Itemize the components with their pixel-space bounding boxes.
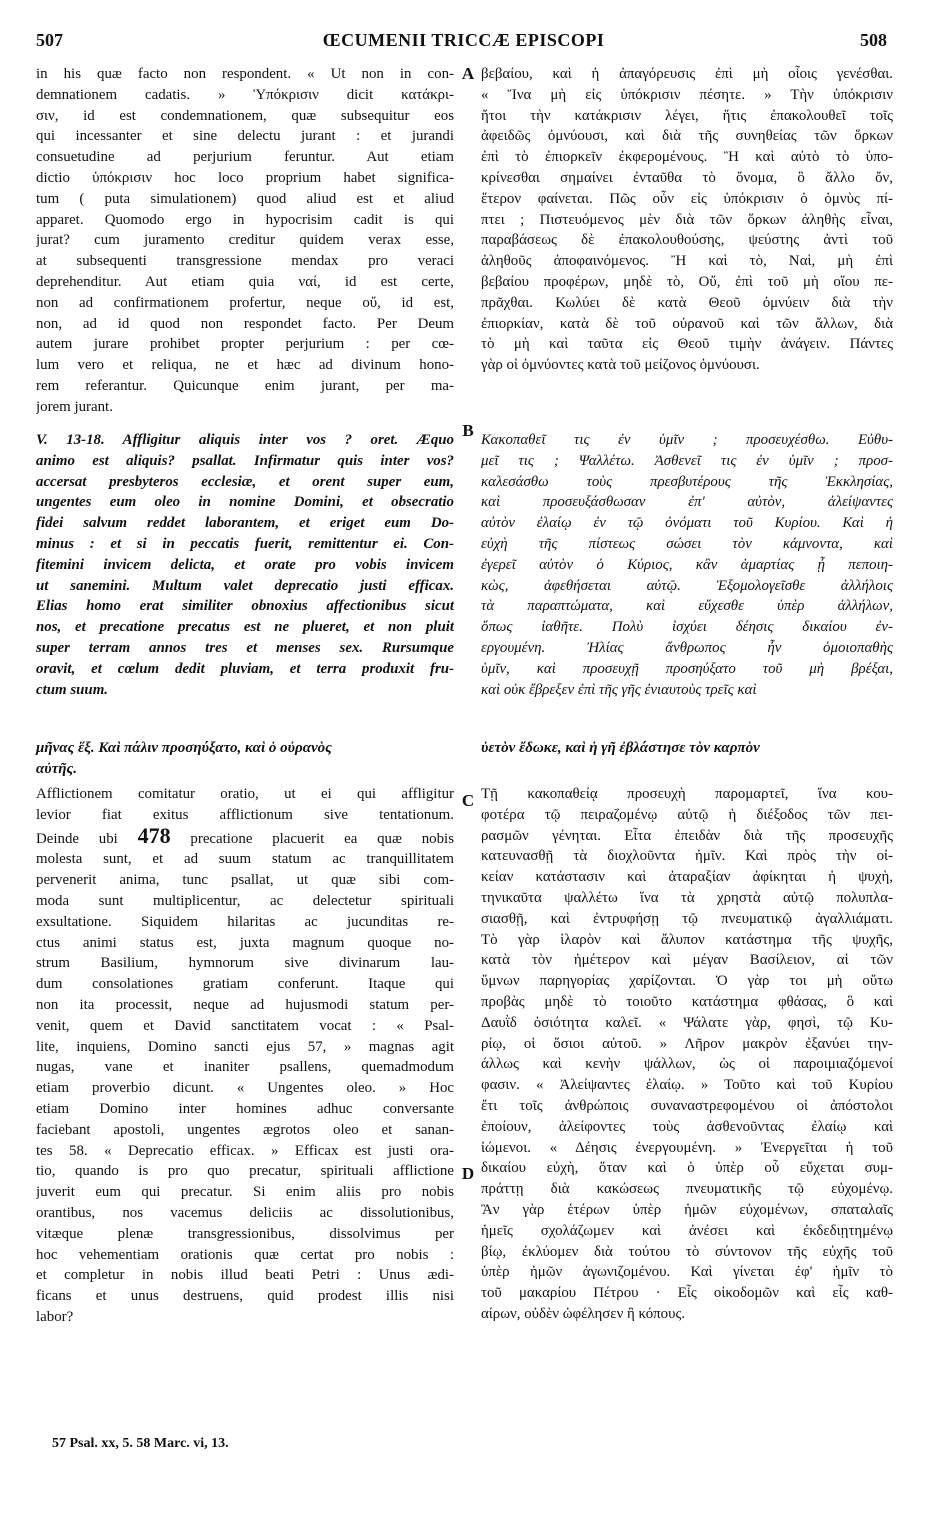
text-line: levior fiat exitus afflictionum sive tentationum.: [36, 806, 454, 823]
text-line: rem referantur. Quicunque enim jurant, per ma-: [36, 377, 454, 394]
text-line: ctum suum.: [36, 681, 108, 698]
text-line: φοτέρα τῷ πειραζομένῳ αὐτῷ ἡ διέξοδος τῶν πει-: [481, 806, 893, 823]
text-line: lite, inquiens, Domino sancti ejus 57, » magnas agit: [36, 1038, 454, 1055]
margin-mark-d: D: [461, 1164, 475, 1183]
text-line: hoc vehementiam orationis quæ certat pro nobis :: [36, 1246, 454, 1263]
text-line: ρασμῶν γένηται. Εἶτα ἐπειδὰν διὰ τῆς προσευχῆς: [481, 827, 893, 844]
text-line: Ἂν γὰρ ἑτέρων ὑπὲρ ἡμῶν εὐχομένων, σπαταλαῖς: [481, 1201, 893, 1218]
text-line: ὑπὲρ ἡμῶν ἀγωνιζομένου. Καὶ γίνεται ἐφ' ἡμῖν τὸ: [481, 1264, 893, 1281]
text-line: ctus animi status est, juxta magnum quoque no-: [36, 934, 454, 951]
text-line: oravit, et cœlum dedit pluviam, et terra produxit fru-: [36, 660, 454, 677]
text-line: δικαίου εὐχὴ, ὅταν καὶ ὁ ὑπὲρ οὗ εὔχεται συμ-: [481, 1160, 893, 1177]
text-line: Elias homo erat similiter obnoxius affectionibus sicut: [36, 598, 454, 615]
text-line: ἕτερον φαίνεται. Πῶς οὖν εἰς ὑπόκρισιν ὁ ὀμνὺς πί-: [481, 190, 893, 207]
text-line: accersat presbyteros ecclesiæ, et orent super eum,: [36, 473, 454, 490]
text-line: κατευνασθῇ τὰ διοχλοῦντα ἡμῖν. Καὶ πρὸς τὴν οἰ-: [481, 848, 893, 865]
text-line: deprehenditur. Aut etiam quia ναί, id est certe,: [36, 273, 454, 290]
text-line: nugas, vane et inaniter psallens, quemadmodum: [36, 1059, 454, 1076]
text-line: orantibus, nos vacemus deliciis ac dissolutionibus,: [36, 1204, 454, 1221]
text-line: moda sunt multiplicentur, ac delectetur spirituali: [36, 892, 454, 909]
text-line: super terram annos tres et menses sex. Rursumque: [36, 639, 454, 656]
page-header: [0, 30, 927, 62]
text-line: labor?: [36, 1308, 74, 1325]
text-line: ut sanemini. Multum valet deprecatio justi efficax.: [36, 577, 454, 594]
text-line: αὐτὸν ἐλαίῳ ἐν τῷ ὀνόματι τοῦ Κυρίου. Καὶ ἡ: [481, 515, 893, 532]
text-line: άλλως καὶ κενὴν ψάλλων, ὡς οἱ παροιμιαζόμενοί: [481, 1056, 893, 1073]
greek-commentary-block-2: [481, 784, 893, 1429]
text-line: at subsequenti transgressione mendax pro veraci: [36, 253, 454, 270]
text-line: Afflictionem comitatur oratio, ut ei qui affligitur: [36, 786, 454, 802]
text-line: non ad confirmationem profertur, neque οὔ, id est,: [36, 294, 454, 311]
text-line: εργουμένη. Ἠλίας ἄνθρωπος ἦν ὁμοιοπαθὴς: [481, 639, 893, 656]
text-line: πτει ; Πιστευόμενος μὲν διὰ τῶν ὅρκων ἀληθὴς εἶναι,: [481, 211, 893, 228]
text-line: γὰρ οἱ ὀμνύοντες κατὰ τοῦ μείζονος ὀμνύουσι.: [481, 357, 760, 374]
text-line: τοῦ μακαρίου Πέτρου · Εἷς οἰκοδομῶν καὶ εἷς καθ-: [481, 1285, 893, 1302]
text-line: Deinde ubi 478 precatione placuerit ea quæ nobis: [36, 826, 454, 850]
text-line: ἔτι τοῖς ἀνθρώποις συναναστρεφομένου οἱ ἀπόστολοι: [481, 1097, 893, 1114]
text-line: μεῖ τις ; Ψαλλέτω. Ἀσθενεῖ τις ἐν ὑμῖν ; προσ-: [481, 452, 893, 469]
text-line: « Ἵνα μὴ εἰς ὑπόκρισιν πέσητε. » Τὴν ὑπόκρισιν: [481, 86, 893, 103]
text-line: non ita processit, neque ad hujusmodi statum per-: [36, 996, 454, 1013]
text-line: ungentes eum oleo in nomine Domini, et obsecratio: [36, 494, 454, 511]
text-line: venit, quem et David sanctitatem vocat : « Psal-: [36, 1017, 454, 1034]
text-line: Κακοπαθεῖ τις ἐν ὑμῖν ; προσευχέσθω. Εὐθυ-: [481, 432, 893, 448]
text-line: πρᾶχθαι. Κωλύει δὲ κατὰ Θεοῦ ὀμνύειν διὰ τὴν: [481, 294, 893, 311]
text-line: κρίνεσθαι σημαίνει ἐνταῦθα τὸ ὄνομα, ὃ ἄλλο ὄν,: [481, 169, 893, 186]
text-line: ἐπιορκίαν, κατὰ δὲ τοῦ οὐρανοῦ καὶ τῶν ἄλλων, διὰ: [481, 315, 893, 332]
text-line: τὸ μὴ καὶ ταῦτα εἰς Θεοῦ τιμὴν ἀνάγειν. Πάντες: [481, 336, 893, 353]
latin-commentary-block-2: [36, 784, 454, 1429]
text-line: dum consolationes gratiam conferunt. Itaque qui: [36, 976, 454, 993]
greek-overflow-end: αὐτῆς.: [36, 761, 77, 777]
greek-scripture-block: [481, 430, 893, 784]
text-line: fitemini invicem delicta, et orate pro vobis invicem: [36, 556, 454, 573]
text-line: καὶ οὐκ ἔβρεξεν ἐπὶ τῆς γῆς ἐνιαυτοὺς τρεῖς καὶ: [481, 681, 757, 698]
text-line: non, ad id quod non respondet facto. Per Deum: [36, 315, 454, 332]
running-title: ŒCUMENII TRICCÆ EPISCOPI: [322, 30, 605, 50]
text-line: Δαυῒδ ὁσιότητα καλεῖ. « Ψάλατε γὰρ, φησὶ, τῷ Κυ-: [481, 1014, 893, 1031]
margin-mark-b: B: [462, 421, 474, 440]
latin-commentary-block: [36, 64, 454, 430]
text-line: nos, et precatione precatus est ne plueret, et non pluit: [36, 619, 454, 636]
footnotes: 57 Psal. xx, 5. 58 Marc. vi, 13.: [52, 1436, 229, 1451]
text-line: consuetudine ad perjurium feruntur. Aut etiam: [36, 149, 454, 166]
text-line: ἐπὶ τὸ ἐπιορκεῖν ἐκφερομένους. Ἢ καὶ αὐτὸ τὸ ὑπο-: [481, 149, 893, 166]
text-line: Τὸ γὰρ ἱλαρὸν καὶ ἄλυπον κατάστημα τῆς ψυχῆς,: [481, 931, 893, 948]
text-line: etiam Domino inter homines adhuc conversante: [36, 1100, 454, 1117]
text-line: ὑμῖν, καὶ προσευχῇ προσηύξατο τοῦ μὴ βρέξαι,: [481, 660, 893, 677]
greek-commentary-block: [481, 64, 893, 430]
text-line: κὼς, ἀφεθήσεται αὐτῷ. Ἐξομολογεῖσθε ἀλλήλοις: [481, 577, 893, 594]
text-line: τηνικαῦτα ψαλλέτω ἵνα τὰ χρηστὰ αὐτῷ πολυπλα-: [481, 889, 893, 906]
text-line: αίρων, οὐδὲν ὠφέλησεν ἢ κόπους.: [481, 1305, 686, 1322]
text-line: tes 58. « Deprecatio efficax. » Efficax est justi ora-: [36, 1142, 454, 1159]
text-line: παραβάσεως δὲ ἐπακολουθούσης, ψεύστης ἀντὶ τοῦ: [481, 232, 893, 249]
text-line: κείαν κατάστασιν καὶ ἀταραξίαν ἀφίκηται ἡ ψυχὴ,: [481, 869, 893, 886]
text-line: ὕμνων παρηγορίας χαρίζονται. Ὁ γὰρ τοι μὴ οὕτω: [481, 973, 893, 990]
text-line: Τῇ κακοπαθείᾳ προσευχὴ παρομαρτεῖ, ἵνα κου-: [481, 786, 893, 802]
section-number: 478: [137, 825, 171, 848]
text-line: et completur in nobis illud beati Petri : Unus ædi-: [36, 1267, 454, 1284]
text-line: ἀφειδῶς ὀμνύουσι, καὶ διὰ τῆς συνηθείας τῶν ὅρκων: [481, 128, 893, 145]
greek-overflow-right: ὑετὸν ἔδωκε, καὶ ἡ γῆ ἐβλάστησε τὸν καρπὸν: [481, 740, 760, 756]
page-number-right: 508: [860, 30, 887, 50]
text-line: ὅπως ἰαθῆτε. Πολὺ ἰσχύει δέησις δικαίου ἐν-: [481, 619, 893, 636]
text-line: ἐποίουν, ἀλείφοντες τοὺς ἀσθενοῦντας ἐλαίῳ καὶ: [481, 1118, 893, 1135]
text-line: jorem jurant.: [36, 398, 113, 415]
text-line: ἐγερεῖ αὐτὸν ὁ Κύριος, κἂν ἁμαρτίας ᾖ πεποιη-: [481, 556, 893, 573]
text-line: pervenerit anima, tunc psallat, ut quæ sibi com-: [36, 872, 454, 889]
text-line: in his quæ facto non respondent. « Ut non in con-: [36, 66, 454, 82]
text-line: animo est aliquis? psallat. Infirmatur quis inter vos?: [36, 452, 454, 469]
text-line: φασιν. « Ἀλείψαντες ἐλαίῳ. » Τοῦτο καὶ τοῦ Κυρίου: [481, 1077, 893, 1094]
text-line: dictio ὑπόκρισιν hoc loco proprium habet significa-: [36, 169, 454, 186]
text-line: autem jurare prohibet propter perjurium : per cœ-: [36, 336, 454, 353]
text-line: lum vero et reliqua, ne et hæc ad divinum hono-: [36, 357, 454, 374]
text-line: molesta sunt, et ad suum statum ac tranquillitatem: [36, 851, 454, 868]
page-number-left: 507: [36, 30, 63, 50]
text-line: juverit eum qui precatur. Si enim aliis pro nobis: [36, 1184, 454, 1201]
margin-mark-c: C: [461, 791, 475, 810]
text-line: V. 13-18. Affligitur aliquis inter vos ? oret. Æquo: [36, 432, 454, 448]
text-line: βεβαίου προφέρων, μηδὲ τὸ, Οὔ, ἐπὶ τοῦ μὴ οἵου πε-: [481, 273, 893, 290]
text-line: tum ( puta simulationem) quod aliud est et aliud: [36, 190, 454, 207]
text-line: εὐχὴ τῆς πίστεως σώσει τὸν κάμνοντα, καὶ: [481, 535, 893, 552]
text-line: ἰώμενοι. « Δέησις ἐνεργουμένη. » Ἐνεργεῖται ἡ τοῦ: [481, 1139, 893, 1156]
text-line: καλεσάσθω τοὺς πρεσβυτέρους τῆς Ἐκκλησίας,: [481, 473, 893, 490]
text-line: strum Basilium, hymnorum sive divinarum lau-: [36, 955, 454, 972]
text-line: σιν, id est condemnationem, quæ subsequitur eos: [36, 107, 454, 124]
text-line: vitæque plenæ transgressionibus, dissolvimus per: [36, 1225, 454, 1242]
text-line: jurat? cum juramento creditur quidem verax esse,: [36, 232, 454, 249]
text-line: προβὰς μηδὲ τὸ τοιοῦτο κατάστημα φθάσας, ὃ καὶ: [481, 993, 893, 1010]
text-line: ἡμεῖς σχολάζωμεν καὶ ἀνέσει καὶ ἐκδεδιῃτημένῳ: [481, 1222, 893, 1239]
text-line: βεβαίου, καὶ ἡ ἀπαγόρευσις ἐπὶ μὴ οἷοις γενέσθαι.: [481, 66, 893, 82]
text-line: apparet. Quomodo ergo in hypocrisim cadit is qui: [36, 211, 454, 228]
text-line: σιασθῇ, καὶ ἐντρυφήσῃ τῷ πνευματικῷ ἀγαλλιάματι.: [481, 910, 893, 927]
text-line: ρίῳ, οἱ ὅσιοι αὐτοῦ. » Λῆρον μακρὸν ἐξανύει την-: [481, 1035, 893, 1052]
text-line: tio, quando is pro quo precatur, spirituali afflictione: [36, 1163, 454, 1180]
text-line: ἀληθοῦς ἀποφαινόμενος. Ἢ καὶ τὸ, Ναὶ, μὴ ἐπὶ: [481, 253, 893, 270]
greek-overflow-left: μῆνας ἕξ. Καὶ πάλιν προσηύξατο, καὶ ὁ οὐρανὸς: [36, 740, 332, 756]
text-line: demnationem cadatis. » Ὑπόκρισιν dicit κατάκρι-: [36, 86, 454, 103]
latin-scripture-block: [36, 430, 454, 784]
text-line: faciebant apostoli, ungentes ægrotos oleo et sanan-: [36, 1121, 454, 1138]
text-line: βίῳ, ἐκλύομεν διὰ τούτου τὸ σύντονον τῆς εὐχῆς τοῦ: [481, 1243, 893, 1260]
text-line: fidei salvum reddet laborantem, et eriget eum Do-: [36, 515, 454, 532]
text-line: minus : et si in peccatis fuerit, remittentur ei. Con-: [36, 535, 454, 552]
text-line: πράττῃ διὰ κακώσεως πνευματικῆς τῷ εὐχομένῳ.: [481, 1181, 893, 1198]
text-line: τὰ παραπτώματα, καὶ εὔχεσθε ὑπὲρ ἀλλήλων,: [481, 598, 893, 615]
text-line: κατὰ τὸν ἡμέτερον καὶ μέγαν Βασίλειον, αἱ τῶν: [481, 952, 893, 969]
text-line: exsultatione. Siquidem hilaritas ac jucunditas re-: [36, 913, 454, 930]
margin-gutter: [454, 64, 482, 1504]
text-line: etiam proverbio dicunt. « Ungentes oleo. » Hoc: [36, 1080, 454, 1097]
text-line: ficans et unus destruens, quid prodest illis nisi: [36, 1288, 454, 1305]
text-line: qui incessanter et sine delectu jurant : et jurandi: [36, 128, 454, 145]
text-line: καὶ προσευξάσθωσαν ἐπ' αὐτὸν, ἀλείψαντες: [481, 494, 893, 511]
margin-mark-a: A: [461, 64, 475, 83]
text-line: ἤτοι τὴν κατάκρισιν λέγει, ἥτις ἐπακολουθεῖ τοῖς: [481, 107, 893, 124]
